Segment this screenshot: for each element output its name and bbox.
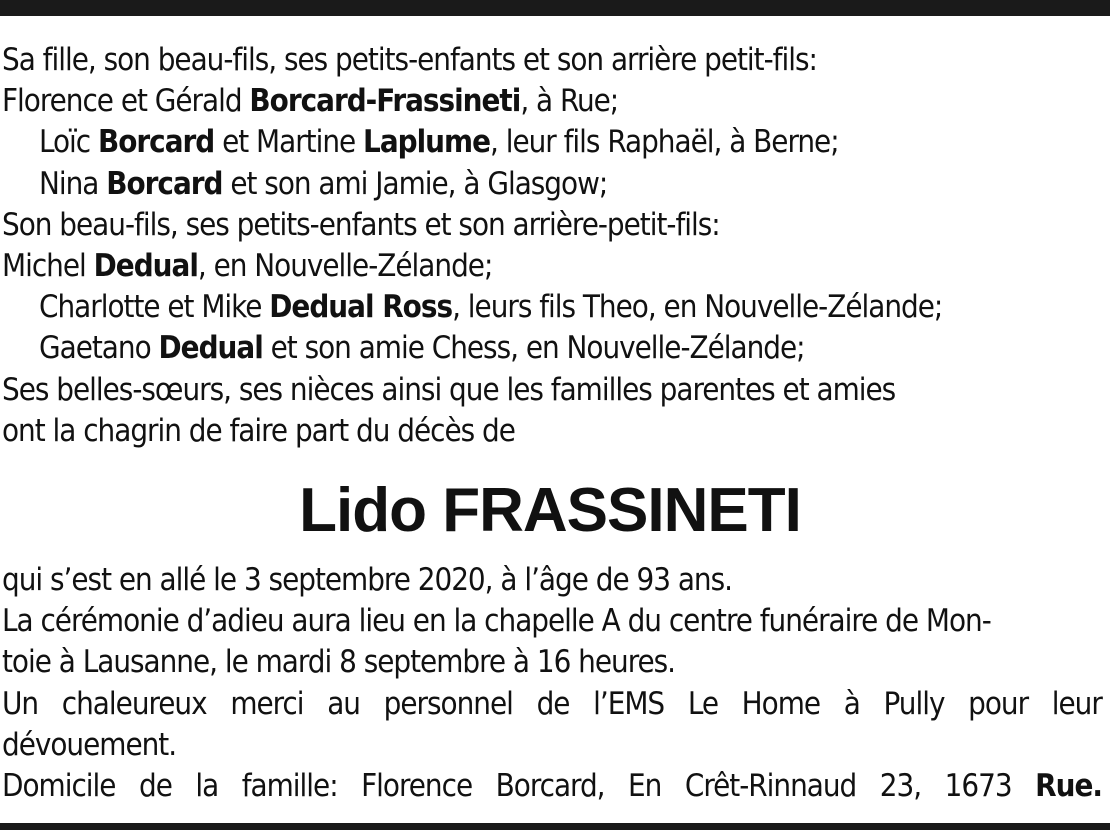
obituary-notice: [2, 40, 1106, 807]
details-line-5: [2, 725, 1106, 766]
family-line-6-c: , en Nouvelle-Zélande;: [197, 248, 493, 285]
family-name-bold: Borcard-Frassineti: [249, 83, 521, 120]
family-line-6: [2, 246, 1106, 287]
family-line-4-a: Nina: [39, 165, 107, 202]
family-name-bold: Laplume: [363, 124, 490, 161]
family-line-4: [2, 164, 1106, 205]
word: à: [843, 685, 860, 722]
word: Home: [741, 685, 821, 722]
details-line-5-text: dévouement.: [2, 726, 177, 763]
details-line-1: [2, 560, 1106, 601]
family-line-2-pre: Florence et Gérald: [2, 83, 250, 120]
family-line-10-text: ont la chagrin de faire part du décès de: [2, 412, 515, 449]
word: Florence: [361, 768, 473, 805]
family-line-6-a: Michel: [2, 248, 94, 285]
family-name-bold: Dedual: [158, 330, 263, 367]
family-line-5: [2, 205, 1106, 246]
family-line-7-c: , leurs fils Theo, en Nouvelle-Zélande;: [452, 289, 943, 326]
word: Crêt-Rinnaud: [684, 768, 857, 805]
family-line-1-text: Sa fille, son beau-fils, ses petits-enfants et son arrière petit-fils:: [2, 42, 817, 78]
family-line-8-a: Gaetano: [39, 330, 159, 367]
family-line-3-e: , leur fils Raphaël, à Berne;: [490, 124, 839, 161]
family-line-2: [2, 81, 1106, 122]
word: merci: [230, 685, 304, 722]
word: 23,: [879, 768, 922, 805]
details-line-1-text: qui s’est en allé le 3 septembre 2020, à l’âge de 93 ans.: [2, 562, 732, 599]
family-line-7: [2, 287, 1106, 328]
family-line-2-post: , à Rue;: [520, 83, 619, 120]
town-name-bold: Rue.: [1035, 768, 1102, 805]
word: 1673: [944, 768, 1012, 805]
word: la: [195, 768, 219, 805]
word: famille:: [241, 768, 338, 805]
family-name-bold: Borcard: [97, 124, 215, 161]
top-border-rule: [0, 0, 1110, 16]
details-line-3: [2, 642, 1106, 683]
word: de: [536, 685, 570, 722]
family-name-bold: Dedual Ross: [269, 289, 453, 326]
family-line-9-text: Ses belles-sœurs, ses nièces ainsi que les familles parentes et amies: [2, 371, 896, 408]
word: Pully: [883, 685, 945, 722]
family-line-8-c: et son amie Chess, en Nouvelle-Zélande;: [262, 330, 805, 367]
word: au: [327, 685, 360, 722]
word: leur: [1051, 685, 1102, 722]
family-line-3-c: et Martine: [214, 124, 364, 161]
family-line-3-a: Loïc: [39, 124, 98, 161]
family-line-7-a: Charlotte et Mike: [39, 289, 270, 326]
family-name-bold: Dedual: [93, 248, 198, 285]
details-line-6: [2, 766, 1102, 807]
deceased-name: Lido FRASSINETI: [299, 476, 801, 546]
word: Borcard,: [495, 768, 605, 805]
family-line-1: [2, 40, 1106, 81]
word: Le: [687, 685, 718, 722]
word: l’EMS: [593, 685, 665, 722]
word: de: [138, 768, 172, 805]
word: pour: [968, 685, 1029, 722]
word: chaleureux: [61, 685, 207, 722]
word: personnel: [383, 685, 513, 722]
family-line-10: [2, 411, 1106, 452]
word: Un: [2, 685, 39, 722]
details-line-4: [2, 684, 1102, 725]
bottom-border-rule: [0, 823, 1110, 830]
word: Domicile: [2, 768, 116, 805]
details-line-2: [2, 601, 1106, 642]
family-line-8: [2, 328, 1106, 369]
family-line-3: [2, 122, 1106, 163]
details-line-3-text: toie à Lausanne, le mardi 8 septembre à 16 heures.: [2, 644, 676, 681]
word: En: [628, 768, 662, 805]
family-line-5-text: Son beau-fils, ses petits-enfants et son arrière-petit-fils:: [2, 206, 720, 243]
family-name-bold: Borcard: [106, 165, 223, 202]
family-line-4-c: et son ami Jamie, à Glasgow;: [222, 165, 608, 202]
details-line-2-text: La cérémonie d’adieu aura lieu en la chapelle A du centre funéraire de Mon-: [2, 603, 991, 640]
family-line-9: [2, 370, 1106, 411]
